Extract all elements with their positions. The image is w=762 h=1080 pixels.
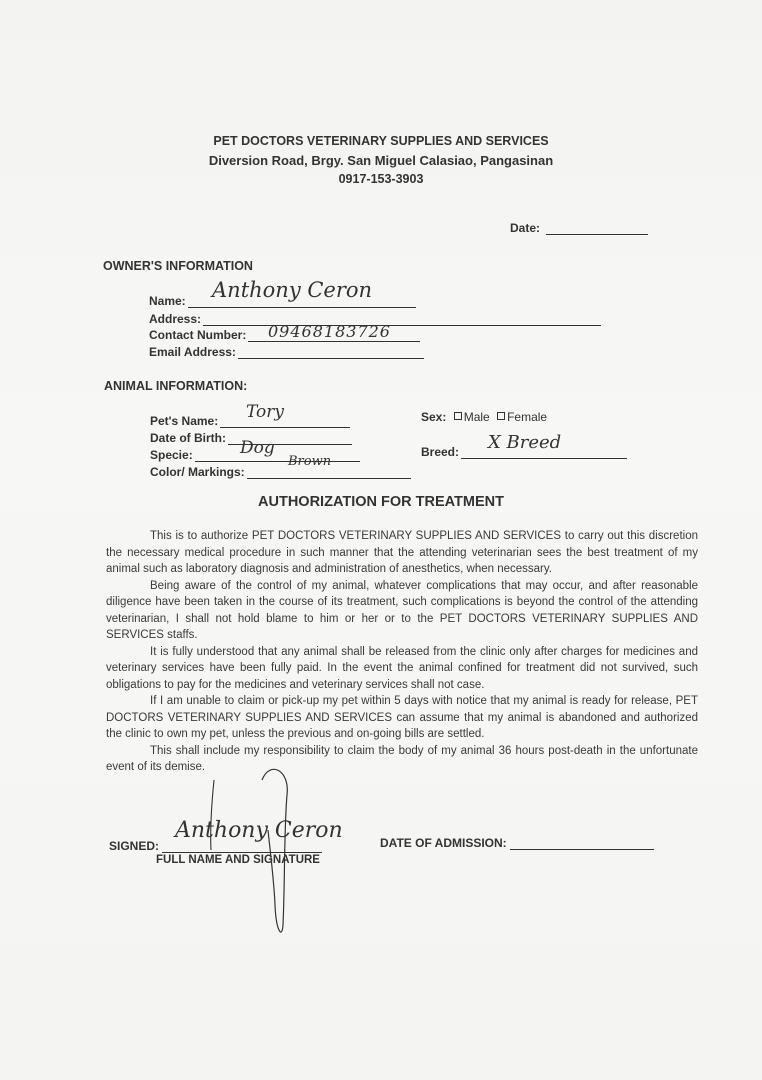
company-phone: 0917-153-3903 — [338, 172, 424, 186]
authorization-paragraph: Being aware of the control of my animal, whatever complications that may occur, and after reasonable diligence have been taken in the course of its treatment, such complications is beyond the control of the attending veterinarian, I shall not hold blame to him or her or to the PET DOCTORS VETERINARY SUPPLIES AND SERVICES staffs. — [106, 579, 698, 641]
date-field[interactable] — [510, 220, 648, 235]
admission-date-label: DATE OF ADMISSION: — [380, 836, 507, 850]
date-label: Date: — [510, 221, 541, 235]
owner-address-label: Address: — [149, 312, 202, 326]
authorization-paragraph: If I am unable to claim or pick-up my pet within 5 days with notice that my animal is ready for release, PET DOCTORS VETERINARY SUPPLIES AND SERVICES can assume that my animal is abandoned and authorized the clinic to own my pet, unless the previous and on-going bills are settled. — [106, 695, 698, 740]
letterhead — [0, 132, 762, 189]
handwritten-signature: Anthony Ceron — [175, 818, 343, 843]
specie-blank[interactable] — [195, 447, 360, 462]
company-address: Diversion Road, Brgy. San Miguel Calasiao, Pangasinan — [208, 153, 554, 168]
handwritten-owner-name: Anthony Ceron — [212, 278, 373, 302]
admission-date-field[interactable] — [380, 835, 654, 850]
authorization-paragraph: It is fully understood that any animal shall be released from the clinic only after charges for medicines and veterinary services have been fully paid. In the event the animal confined for treatment did not survived, such obligations to pay for the medicines and veterinary services shall not case. — [106, 645, 698, 691]
sex-label: Sex: — [421, 410, 447, 424]
pet-name-blank[interactable] — [220, 413, 350, 428]
male-checkbox[interactable] — [454, 412, 462, 420]
authorization-title: AUTHORIZATION FOR TREATMENT — [258, 494, 504, 510]
specie-label: Specie: — [150, 448, 193, 462]
female-label: Female — [507, 410, 548, 424]
full-name-label: FULL NAME AND SIGNATURE — [156, 854, 320, 866]
owner-email-blank[interactable] — [238, 344, 424, 359]
authorization-paragraph: This is to authorize PET DOCTORS VETERINARY SUPPLIES AND SERVICES to carry out this discretion the necessary medical procedure in such manner that the attending veterinarian sees the best treatment of my animal such as laboratory diagnosis and administration of anesthetics, when necessary. — [106, 530, 698, 575]
handwritten-color: Brown — [288, 454, 332, 469]
animal-section-title: ANIMAL INFORMATION: — [104, 379, 248, 393]
owner-name-label: Name: — [149, 294, 186, 308]
handwritten-breed: X Breed — [488, 432, 562, 453]
owner-contact-label: Contact Number: — [149, 328, 247, 342]
male-label: Male — [463, 410, 490, 424]
handwritten-pet-name: Tory — [246, 402, 284, 422]
sex-field — [421, 410, 547, 424]
color-markings-label: Color/ Markings: — [150, 465, 245, 479]
date-blank[interactable] — [546, 220, 648, 235]
dob-label: Date of Birth: — [150, 431, 226, 445]
female-checkbox[interactable] — [497, 412, 505, 420]
handwritten-contact-number: 09468183726 — [268, 322, 391, 341]
owner-email-label: Email Address: — [149, 345, 236, 359]
authorization-body — [106, 528, 698, 776]
admission-date-blank[interactable] — [510, 835, 654, 850]
color-markings-field[interactable] — [150, 464, 411, 479]
breed-label: Breed: — [421, 445, 460, 459]
owner-address-blank[interactable] — [203, 311, 601, 326]
authorization-paragraph: This shall include my responsibility to claim the body of my animal 36 hours post-death in the unfortunate event of its demise. — [106, 744, 698, 773]
signed-label: SIGNED: — [109, 839, 160, 853]
handwritten-specie: Dog — [240, 438, 275, 458]
owner-email-field[interactable] — [149, 344, 424, 359]
company-name: PET DOCTORS VETERINARY SUPPLIES AND SERVICES — [213, 134, 549, 148]
owner-section-title: OWNER'S INFORMATION — [103, 259, 253, 273]
pet-name-label: Pet's Name: — [150, 414, 219, 428]
